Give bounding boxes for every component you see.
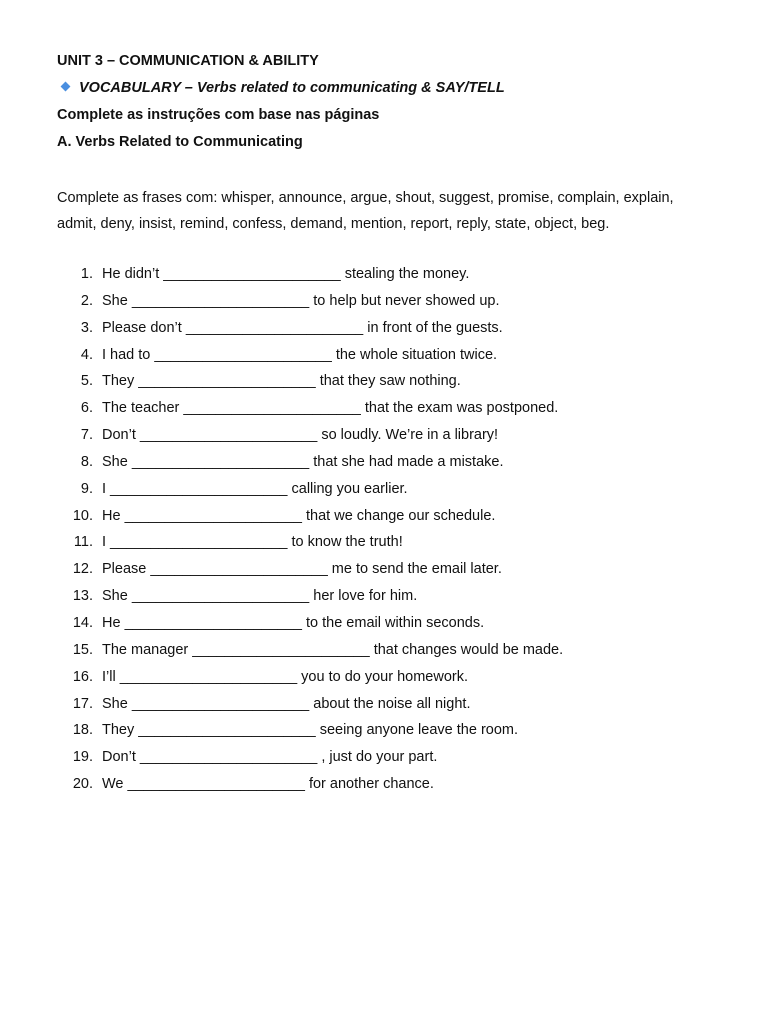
item-sentence: We ______________________ for another chance. — [102, 776, 434, 793]
exercise-item — [0, 668, 768, 695]
item-number: 18. — [72, 722, 93, 739]
item-number: 12. — [72, 561, 93, 578]
exercise-item — [0, 399, 768, 426]
item-number: 4. — [80, 346, 93, 363]
item-sentence: Please ______________________ me to send the email later. — [102, 561, 502, 578]
item-number: 5. — [80, 373, 93, 390]
item-number: 11. — [73, 534, 93, 551]
item-number: 7. — [80, 427, 93, 444]
item-number: 13. — [72, 588, 93, 605]
item-sentence: She ______________________ her love for him. — [102, 588, 418, 605]
item-sentence: I ______________________ to know the truth! — [102, 534, 403, 551]
item-number: 16. — [72, 668, 93, 685]
item-number: 2. — [80, 292, 93, 309]
item-sentence: He ______________________ to the email within seconds. — [102, 614, 485, 631]
item-sentence: He ______________________ that we change our schedule. — [102, 507, 496, 524]
exercise-item — [0, 480, 768, 507]
item-number: 20. — [72, 776, 93, 793]
exercise-item — [0, 695, 768, 722]
item-number: 14. — [72, 614, 93, 631]
exercise-item — [0, 292, 768, 319]
exercise-item — [0, 372, 768, 399]
exercise-item — [0, 426, 768, 453]
item-number: 15. — [72, 641, 93, 658]
item-number: 6. — [80, 400, 93, 417]
exercise-item — [0, 533, 768, 560]
item-number: 1. — [80, 266, 93, 282]
exercise-item — [0, 265, 768, 292]
section-title: A. Verbs Related to Communicating — [57, 134, 303, 150]
exercise-item — [0, 748, 768, 775]
item-sentence: The teacher ______________________ that the exam was postponed. — [102, 400, 559, 417]
item-sentence: I’ll ______________________ you to do your homework. — [102, 668, 468, 685]
item-number: 17. — [72, 695, 93, 712]
exercise-item — [0, 641, 768, 668]
item-sentence: They ______________________ seeing anyone leave the room. — [102, 722, 519, 739]
exercise-item — [0, 507, 768, 534]
item-sentence: Please don’t ______________________ in front of the guests. — [102, 319, 503, 336]
item-number: 10. — [72, 507, 93, 524]
item-sentence: She ______________________ that she had made a mistake. — [102, 453, 504, 470]
item-sentence: She ______________________ to help but never showed up. — [102, 292, 500, 309]
exercise-item — [0, 721, 768, 748]
exercise-item — [0, 587, 768, 614]
item-sentence: I had to ______________________ the whole situation twice. — [102, 346, 498, 363]
exercise-list — [0, 265, 768, 802]
item-sentence: Don’t ______________________ , just do your part. — [102, 749, 438, 766]
item-sentence: He didn’t ______________________ stealing the money. — [102, 266, 470, 282]
item-number: 9. — [80, 480, 93, 497]
exercise-item — [0, 346, 768, 373]
exercise-item — [0, 614, 768, 641]
item-number: 3. — [80, 319, 93, 336]
vocabulary-heading — [62, 79, 505, 97]
unit-title: UNIT 3 – COMMUNICATION & ABILITY — [57, 53, 319, 69]
vocabulary-title: VOCABULARY – Verbs related to communicating & SAY/TELL — [79, 80, 505, 96]
item-sentence: They ______________________ that they saw nothing. — [102, 373, 461, 390]
instruction-line: Complete as instruções com base nas páginas — [57, 107, 380, 123]
exercise-item — [0, 560, 768, 587]
exercise-item — [0, 319, 768, 346]
exercise-instructions: Complete as frases com: whisper, announce, argue, shout, suggest, promise, complain, explain, admit, deny, insist, remind, confess, demand, mention, report, reply, state, object, beg. — [57, 190, 674, 232]
diamond-bullet-icon — [61, 82, 71, 92]
item-sentence: I ______________________ calling you earlier. — [102, 480, 408, 497]
item-sentence: The manager ______________________ that changes would be made. — [102, 641, 564, 658]
exercise-item — [0, 775, 768, 802]
item-sentence: Don’t ______________________ so loudly. We’re in a library! — [102, 427, 499, 444]
item-number: 19. — [72, 749, 93, 766]
exercise-item — [0, 453, 768, 480]
item-sentence: She ______________________ about the noise all night. — [102, 695, 471, 712]
item-number: 8. — [80, 453, 93, 470]
